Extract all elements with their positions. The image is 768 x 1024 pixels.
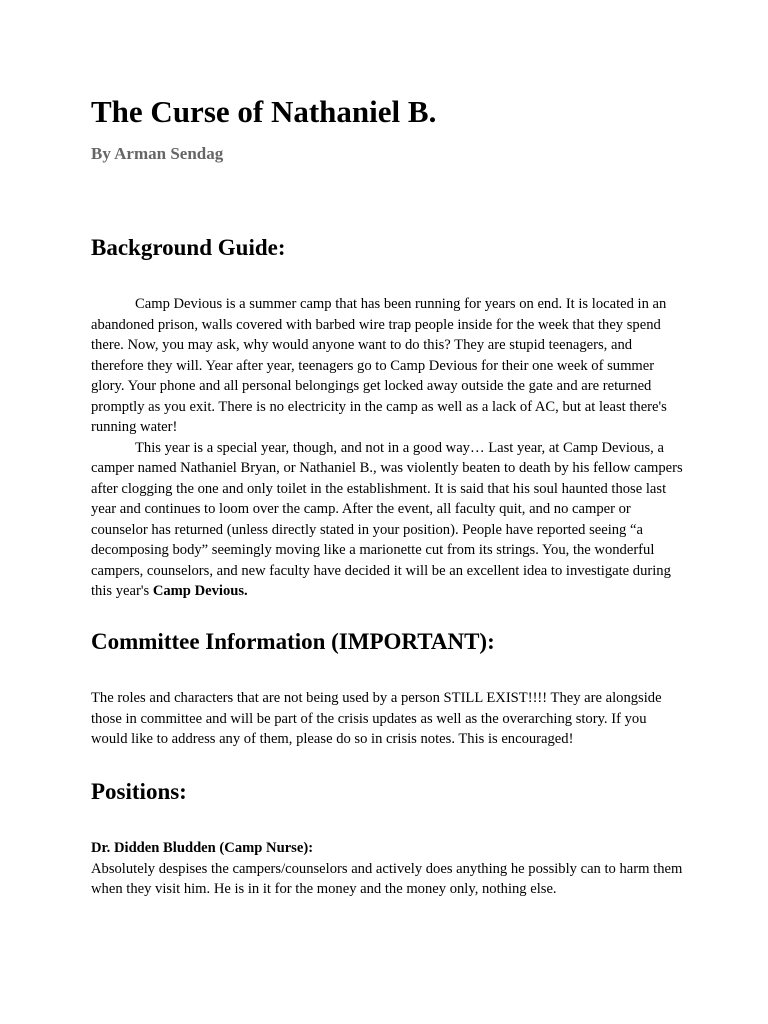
position-description: Absolutely despises the campers/counselors and actively does anything he possibly can to harm them when they visit him. He is in it for the money and the money only, nothing else.	[91, 860, 683, 897]
background-guide-heading: Background Guide:	[91, 235, 286, 260]
background-guide-section	[91, 294, 683, 602]
background-paragraph-1: Camp Devious is a summer camp that has been running for years on end. It is located in an abandoned prison, walls covered with barbed wire trap people inside for the week that they spend there. Now, you may ask, why would anyone want to do this? They are stupid teenagers, and therefore they will. Year after year, teenagers go to Camp Devious for their one week of summer glory. Your phone and all personal belongings get locked away outside the gate and are returned promptly as you exit. There is no electricity in the camp as well as a lack of AC, but at least there's running water!	[91, 296, 667, 435]
committee-information-section	[91, 688, 683, 750]
document-author: By Arman Sendag	[91, 144, 224, 163]
committee-information-heading: Committee Information (IMPORTANT):	[91, 629, 495, 654]
document-title: The Curse of Nathaniel B.	[91, 94, 437, 129]
background-paragraph-2	[91, 438, 683, 602]
background-paragraph-2-text: This year is a special year, though, and not in a good way… Last year, at Camp Devious, a camper named Nathaniel Bryan, or Nathaniel B., was violently beaten to death by his fellow campers after clogging the one and only toilet in the establishment. It is said that his soul haunted those last year and continues to loom over the camp. After the event, all faculty quit, and no camper or counselor has returned (unless directly stated in your position). People have reported seeing “a decomposing body” seemingly moving like a marionette cut from its strings. You, the wonderful campers, counselors, and new faculty have decided it will be an excellent idea to investigate during this year's	[91, 439, 683, 599]
positions-section	[91, 838, 683, 900]
committee-paragraph: The roles and characters that are not being used by a person STILL EXIST!!!! They are alongside those in committee and will be part of the crisis updates as well as the overarching story. If you would like to address any of them, please do so in crisis notes. This is encouraged!	[91, 690, 662, 747]
position-title: Dr. Didden Bludden (Camp Nurse):	[91, 840, 314, 856]
camp-devious-emphasis: Camp Devious.	[152, 583, 248, 599]
positions-heading: Positions:	[91, 779, 187, 804]
